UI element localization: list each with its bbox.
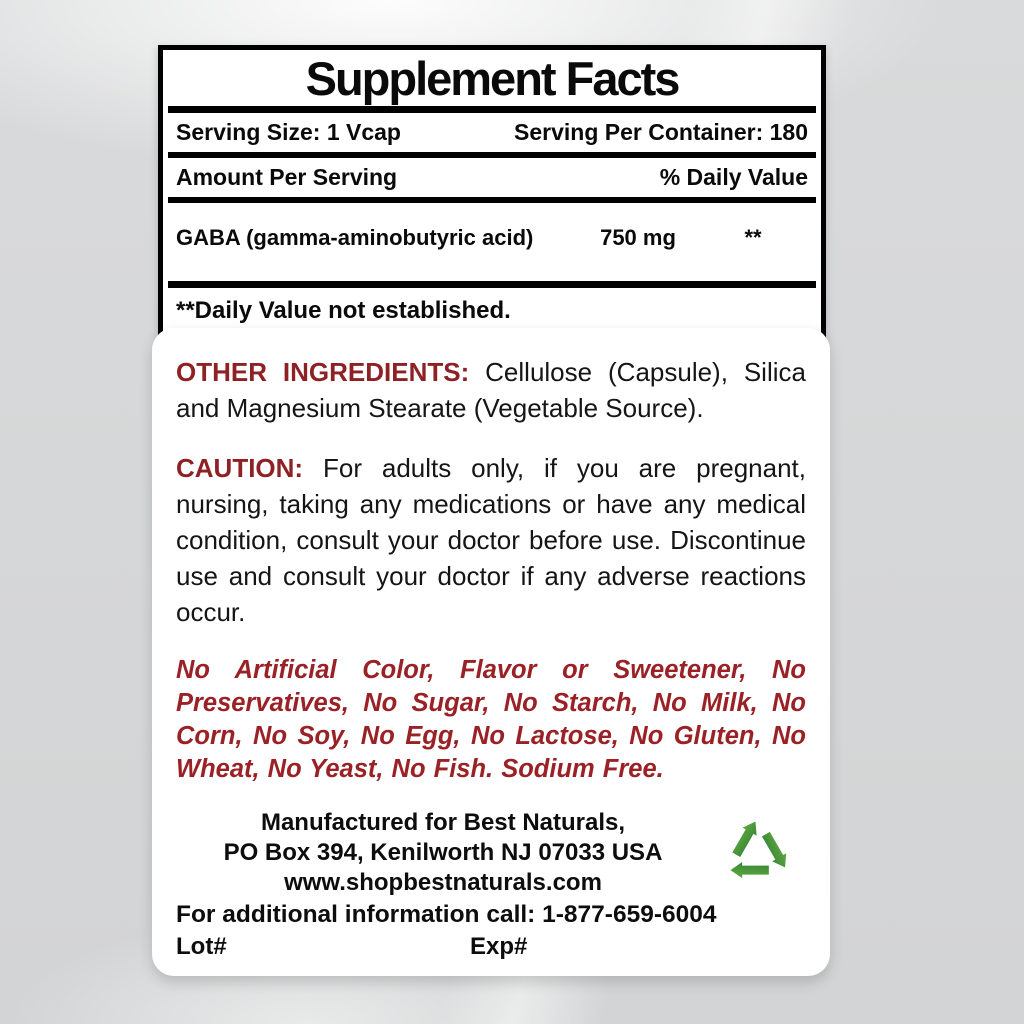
column-header-row (163, 158, 821, 197)
info-card (152, 328, 830, 976)
divider-thick (168, 106, 816, 113)
daily-value-footnote: **Daily Value not established. (176, 297, 511, 324)
caution-text: For adults only, if you are pregnant, nursing, taking any medications or have any medical condition, consult your doctor before use. Discontinue use and consult your doctor if any adverse reactions occur. (176, 453, 806, 627)
manufacturer-line-1: Manufactured for Best Naturals, (260, 809, 626, 836)
recycle-icon (712, 802, 802, 904)
nutrient-row-gaba (163, 203, 821, 281)
additional-info-line: For additional information call: 1-877-659-6004 (176, 901, 717, 928)
daily-value-header: % Daily Value (659, 164, 808, 190)
serving-info-row (163, 113, 821, 152)
exp-label: Exp# (470, 933, 528, 960)
nutrient-daily-value: ** (744, 225, 762, 250)
nutrient-name: GABA (gamma-aminobutyric acid) (176, 225, 534, 250)
caution-label: CAUTION: (176, 453, 304, 483)
servings-per-container: Serving Per Container: 180 (514, 119, 808, 145)
supplement-facts-panel (158, 45, 826, 342)
manufacturer-line-2: PO Box 394, Kenilworth NJ 07033 USA (223, 839, 663, 866)
other-ingredients-paragraph (176, 354, 806, 426)
amount-per-serving-header: Amount Per Serving (176, 164, 398, 190)
lot-label: Lot# (176, 933, 227, 960)
other-ingredients-text: Cellulose (Capsule), Silica and Magnesium Stearate (Vegetable Source). (176, 357, 806, 423)
serving-size: Serving Size: 1 Vcap (176, 119, 401, 145)
supplement-facts-title: Supplement Facts (305, 51, 679, 105)
divider-thick (168, 281, 816, 288)
free-of-statement: No Artificial Color, Flavor or Sweetener, No Preservatives, No Sugar, No Starch, No Milk, No Corn, No Soy, No Egg, No Lactose, No Gluten, No Wheat, No Yeast, No Fish. Sodium Free. (176, 656, 806, 783)
website: www.shopbestnaturals.com (284, 869, 602, 896)
other-ingredients-label: OTHER INGREDIENTS: (176, 357, 470, 387)
lot-exp-row (176, 931, 806, 963)
nutrient-amount: 750 mg (600, 225, 676, 250)
caution-paragraph (176, 450, 806, 630)
